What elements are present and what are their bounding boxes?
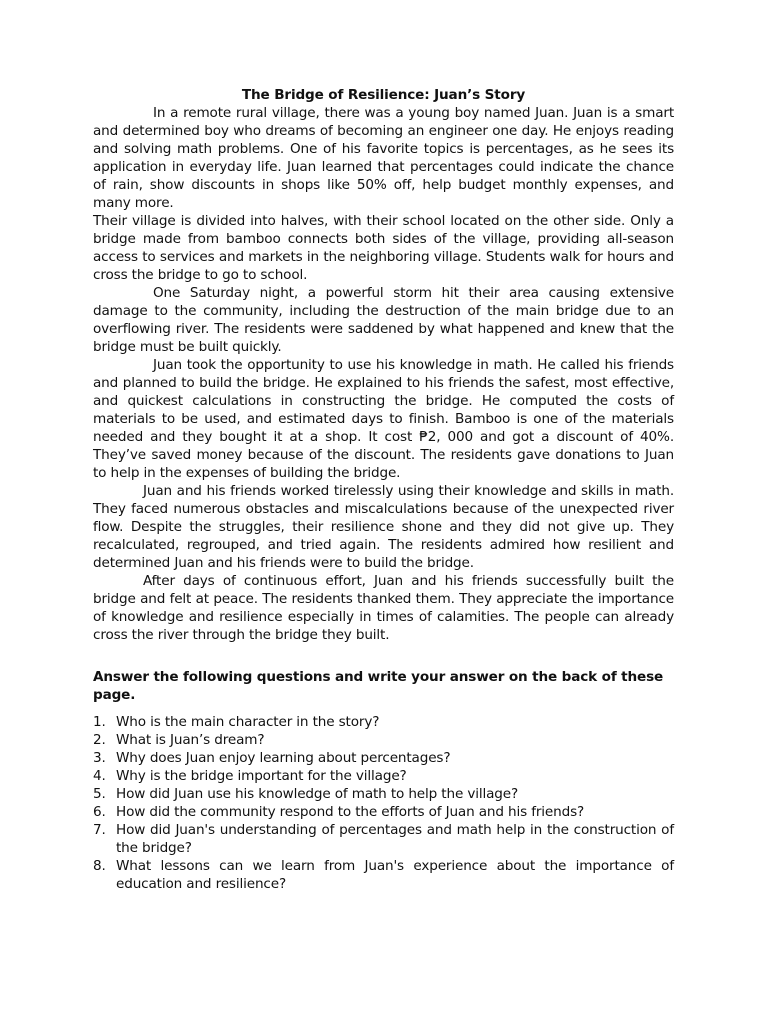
question-item <box>93 785 674 803</box>
question-text: How did Juan's understanding of percentages and math help in the construction of the bridge? <box>116 822 674 856</box>
question-text: What lessons can we learn from Juan's experience about the importance of education and resilience? <box>116 858 674 892</box>
question-item <box>93 821 674 857</box>
story-title: The Bridge of Resilience: Juan’s Story <box>241 87 526 103</box>
story-paragraph-1: In a remote rural village, there was a young boy named Juan. Juan is a smart and determined boy who dreams of becoming an engineer one day. He enjoys reading and solving math problems. One of his favorite topics is percentages, as he sees its application in everyday life. Juan learned that percentages could indicate the chance of rain, show discounts in shops like 50% off, help budget monthly expenses, and many more. <box>93 105 674 211</box>
question-item <box>93 713 674 731</box>
question-item <box>93 749 674 767</box>
story-paragraph-3: One Saturday night, a powerful storm hit their area causing extensive damage to the community, including the destruction of the main bridge due to an overflowing river. The residents were saddened by what happened and knew that the bridge must be built quickly. <box>93 285 674 355</box>
question-number: 1. <box>93 714 106 730</box>
question-number: 6. <box>93 804 106 820</box>
story-paragraph-4: Juan took the opportunity to use his knowledge in math. He called his friends and planned to build the bridge. He explained to his friends the safest, most effective, and quickest calculations in constructing the bridge. He computed the costs of materials to be used, and estimated days to finish. Bamboo is one of the materials needed and they bought it at a shop. It cost ₱2, 000 and got a discount of 40%. They’ve saved money because of the discount. The residents gave donations to Juan to help in the expenses of building the bridge. <box>93 357 674 481</box>
question-number: 3. <box>93 750 106 766</box>
question-number: 8. <box>93 858 106 874</box>
question-list <box>93 713 674 893</box>
document-body <box>93 86 674 893</box>
question-text: Why is the bridge important for the village? <box>116 768 407 784</box>
question-item <box>93 767 674 785</box>
question-text: Who is the main character in the story? <box>116 714 380 730</box>
question-item <box>93 731 674 749</box>
question-number: 2. <box>93 732 106 748</box>
story-paragraph-5: Juan and his friends worked tirelessly using their knowledge and skills in math. They faced numerous obstacles and miscalculations because of the unexpected river flow. Despite the struggles, their resilience shone and they did not give up. They recalculated, regrouped, and tried again. The residents admired how resilient and determined Juan and his friends were to build the bridge. <box>93 483 674 571</box>
story-paragraph-6: After days of continuous effort, Juan and his friends successfully built the bridge and felt at peace. The residents thanked them. They appreciate the importance of knowledge and resilience especially in times of calamities. The people can already cross the river through the bridge they built. <box>93 573 674 643</box>
question-number: 7. <box>93 822 106 838</box>
story-paragraph-2: Their village is divided into halves, with their school located on the other side. Only a bridge made from bamboo connects both sides of the village, providing all-season access to services and markets in the neighboring village. Students walk for hours and cross the bridge to go to school. <box>93 213 674 283</box>
question-item <box>93 803 674 821</box>
question-text: How did the community respond to the efforts of Juan and his friends? <box>116 804 585 820</box>
question-text: How did Juan use his knowledge of math to help the village? <box>116 786 519 802</box>
question-number: 5. <box>93 786 106 802</box>
question-text: Why does Juan enjoy learning about percentages? <box>116 750 451 766</box>
question-text: What is Juan’s dream? <box>116 732 265 748</box>
questions-instructions: Answer the following questions and write your answer on the back of these page. <box>93 669 664 703</box>
question-item <box>93 857 674 893</box>
question-number: 4. <box>93 768 106 784</box>
